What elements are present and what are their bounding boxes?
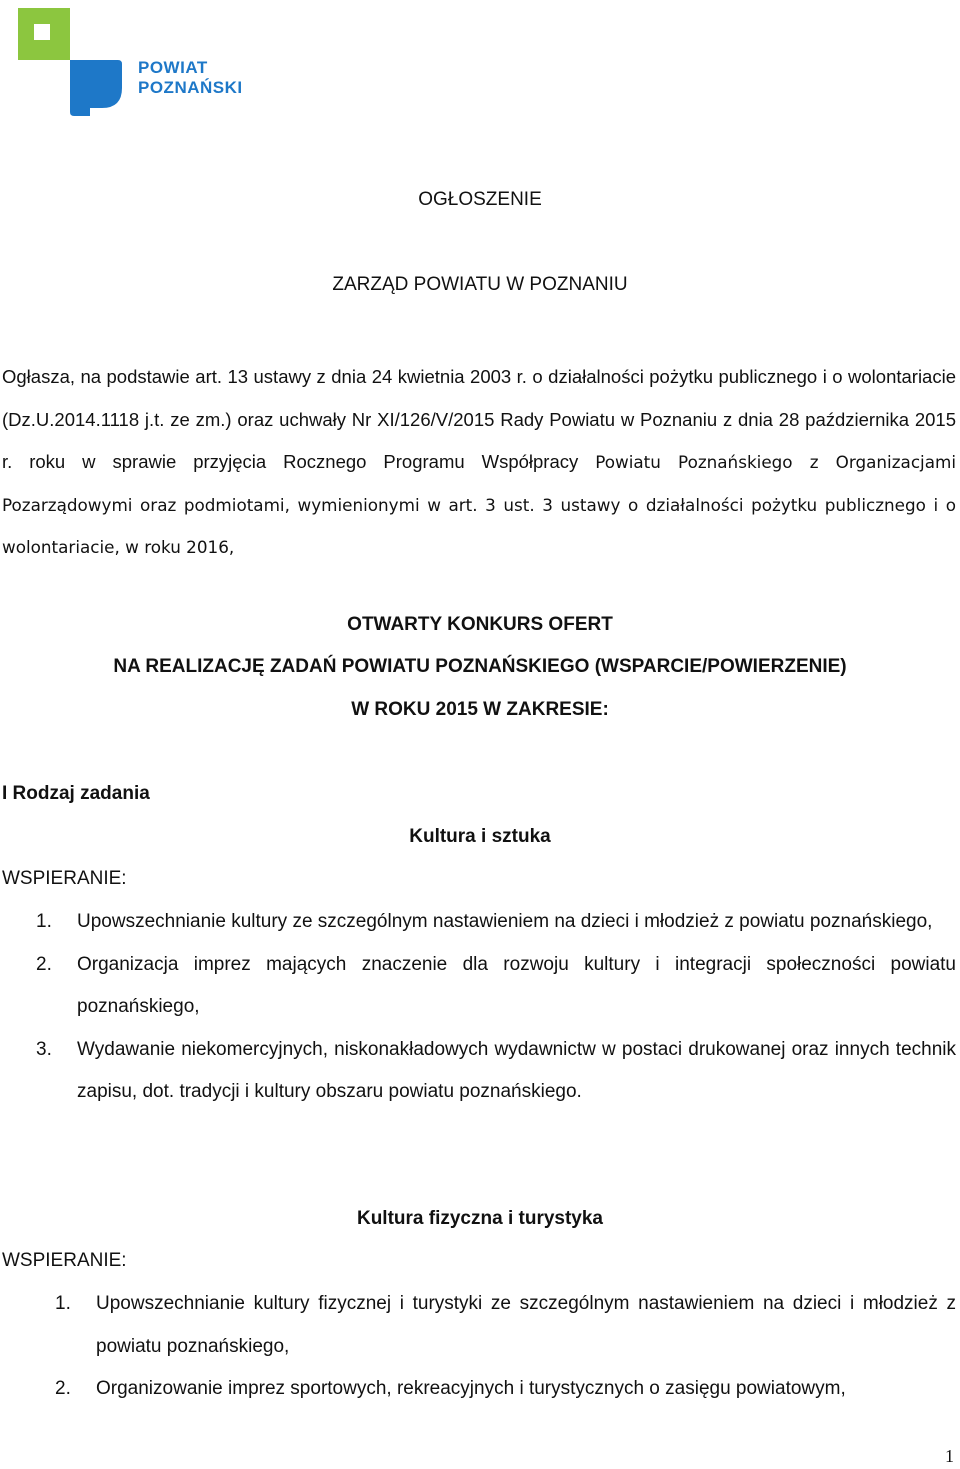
list-item bbox=[36, 944, 956, 1029]
list-item bbox=[36, 901, 956, 944]
list-item-text: Upowszechnianie kultury fizycznej i turystyki ze szczególnym nastawieniem na dzieci i młodzież z powiatu poznańskiego, bbox=[96, 1293, 956, 1357]
list-item-text: Organizowanie imprez sportowych, rekreacyjnych i turystycznych o zasięgu powiatowym, bbox=[96, 1378, 846, 1399]
section-title-sport: Kultura fizyczna i turystyka bbox=[356, 1208, 604, 1229]
announcement-title: OGŁOSZENIE bbox=[418, 189, 542, 210]
list-item-number: 1. bbox=[36, 911, 52, 932]
list-item-text: Upowszechnianie kultury ze szczególnym nastawieniem na dzieci i młodzież z powiatu poznańskiego, bbox=[77, 911, 933, 932]
section-title-culture: Kultura i sztuka bbox=[409, 826, 551, 847]
contest-heading-3: W ROKU 2015 W ZAKRESIE: bbox=[351, 699, 609, 720]
board-name: ZARZĄD POWIATU W POZNANIU bbox=[332, 274, 628, 295]
list-item-number: 2. bbox=[55, 1378, 71, 1399]
culture-task-list bbox=[36, 901, 956, 1114]
section-label-support: WSPIERANIE: bbox=[2, 1250, 127, 1271]
powiat-logo bbox=[18, 8, 258, 116]
list-item bbox=[36, 1029, 956, 1114]
list-item-number: 3. bbox=[36, 1038, 52, 1060]
logo-text-powiat: POWIAT bbox=[138, 58, 208, 77]
logo-text-poznanski: POZNAŃSKI bbox=[138, 78, 243, 97]
list-item-text: Organizacja imprez mających znaczenie dla rozwoju kultury i integracji społeczności powiatu poznańskiego, bbox=[77, 953, 956, 1017]
intro-part-1: Ogłasza, na podstawie art. 13 ustawy z dnia 24 kwietnia 2003 r. o działalności pożytku publicznego i o wolontariacie (Dz.U.2014.1118 j.t. ze zm.) oraz uchwały Nr XI/126/V/2015 Rady Powiatu w Poznaniu z dnia 28 października 2015 r. roku w sprawie przyjęcia Rocznego Programu Współpracy bbox=[2, 366, 956, 472]
sport-task-list bbox=[55, 1283, 956, 1411]
list-item bbox=[55, 1283, 956, 1368]
list-item-text: Wydawanie niekomercyjnych, niskonakładowych wydawnictw w postaci drukowanej oraz innych technik zapisu, dot. tradycji i kultury obszaru powiatu poznańskiego. bbox=[77, 1038, 956, 1102]
contest-heading-1: OTWARTY KONKURS OFERT bbox=[347, 614, 613, 635]
page-number: 1 bbox=[945, 1446, 954, 1466]
intro-part-2: Powiatu Poznańskiego z Organizacjami Pozarządowymi oraz podmiotami, wymienionymi w art. 3 ust. 3 ustawy o działalności pożytku publicznego i o wolontariacie, w roku 2016, bbox=[2, 452, 956, 557]
list-item-number: 1. bbox=[55, 1293, 71, 1314]
section-label-support: WSPIERANIE: bbox=[2, 868, 127, 889]
task-type-heading: I Rodzaj zadania bbox=[2, 783, 150, 804]
powiat-logo-mark bbox=[18, 8, 138, 116]
contest-heading-2: NA REALIZACJĘ ZADAŃ POWIATU POZNAŃSKIEGO (WSPARCIE/POWIERZENIE) bbox=[113, 656, 847, 677]
intro-paragraph bbox=[2, 356, 956, 569]
list-item-number: 2. bbox=[36, 953, 52, 975]
list-item bbox=[55, 1368, 956, 1411]
